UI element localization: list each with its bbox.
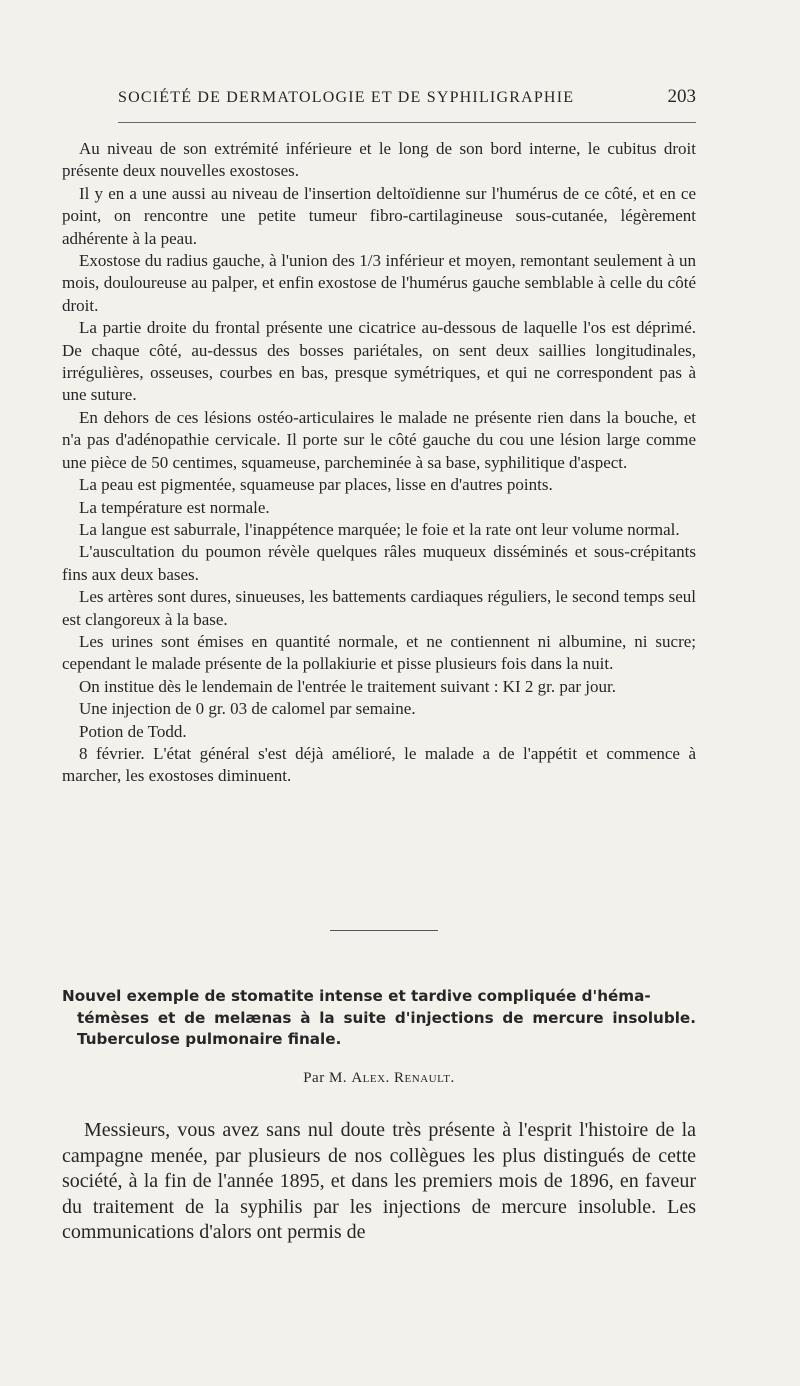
case-report-text: [62, 138, 696, 788]
paragraph: En dehors de ces lésions ostéo-articulaires le malade ne présente rien dans la bouche, et n'a pas d'adénopathie cervicale. Il porte sur le côté gauche du cou une lésion large comme une pièce de 50 centimes, squameuse, parcheminée à sa base, syphilitique d'aspect.: [62, 407, 696, 472]
article-title-continuation: témèses et de melænas à la suite d'injections de mercure insoluble. Tuberculose pulmonaire finale.: [77, 1008, 696, 1048]
paragraph: La langue est saburrale, l'inappétence marquée; le foie et la rate ont leur volume normal.: [79, 519, 680, 539]
section-separator: [330, 930, 438, 931]
article-title: [62, 986, 696, 1051]
paragraph: Au niveau de son extrémité inférieure et le long de son bord interne, le cubitus droit présente deux nouvelles exostoses.: [62, 139, 696, 181]
running-title: SOCIÉTÉ DE DERMATOLOGIE ET DE SYPHILIGRAPHIE: [118, 89, 575, 106]
page-number: 203: [667, 86, 696, 107]
paragraph: La partie droite du frontal présente une cicatrice au-dessous de laquelle l'os est déprimé. De chaque côté, au-dessus des bosses pariétales, on sent deux saillies longitudinales, irrégulières, osseuses, courbes en bas, presque symétriques, et qui ne correspondent pas à une suture.: [62, 318, 696, 405]
paragraph: Les artères sont dures, sinueuses, les battements cardiaques réguliers, le second temps seul est clangoreux à la base.: [62, 587, 696, 629]
lead-paragraph: Messieurs, vous avez sans nul doute très présente à l'esprit l'histoire de la campagne menée, par plusieurs de nos collègues les plus distingués de cette société, à la fin de l'année 1895, et dans les premiers mois de 1896, en faveur du traitement de la syphilis par les injections de mercure insoluble. Les communications d'alors ont permis de: [62, 1119, 696, 1244]
paragraph: Une injection de 0 gr. 03 de calomel par semaine.: [79, 699, 416, 719]
paragraph: Les urines sont émises en quantité normale, et ne contiennent ni albumine, ni sucre; cependant le malade présente de la pollakiurie et pisse plusieurs fois dans la nuit.: [62, 631, 696, 674]
byline-author: Alex. Renault.: [351, 1070, 455, 1086]
article-lead: [62, 1118, 696, 1246]
byline-prefix: Par M.: [303, 1070, 352, 1086]
paragraph: Il y en a une aussi au niveau de l'insertion deltoïdienne sur l'humérus de ce côté, et en ce point, on rencontre une petite tumeur fibro-cartilagineuse sous-cutanée, légèrement adhérente à la peau.: [62, 183, 696, 248]
paragraph: Potion de Todd.: [79, 721, 187, 741]
paragraph: L'auscultation du poumon révèle quelques râles muqueux disséminés et sous-crépitants fins aux deux bases.: [62, 542, 696, 584]
running-header: [118, 86, 696, 108]
paragraph: La température est normale.: [79, 497, 270, 517]
paragraph: 8 février. L'état général s'est déjà amélioré, le malade a de l'appétit et commence à marcher, les exostoses diminuent.: [62, 743, 696, 786]
header-rule: [118, 122, 696, 123]
paragraph: La peau est pigmentée, squameuse par places, lisse en d'autres points.: [79, 475, 553, 495]
paragraph: On institue dès le lendemain de l'entrée le traitement suivant : KI 2 gr. par jour.: [79, 676, 616, 696]
article-title-line: Nouvel exemple de stomatite intense et tardive compliquée d'héma-: [62, 987, 651, 1005]
article-byline: [62, 1070, 696, 1087]
paragraph: Exostose du radius gauche, à l'union des 1/3 inférieur et moyen, remontant seulement à un mois, douloureuse au palper, et enfin exostose de l'humérus gauche semblable à celle du côté droit.: [62, 251, 696, 315]
